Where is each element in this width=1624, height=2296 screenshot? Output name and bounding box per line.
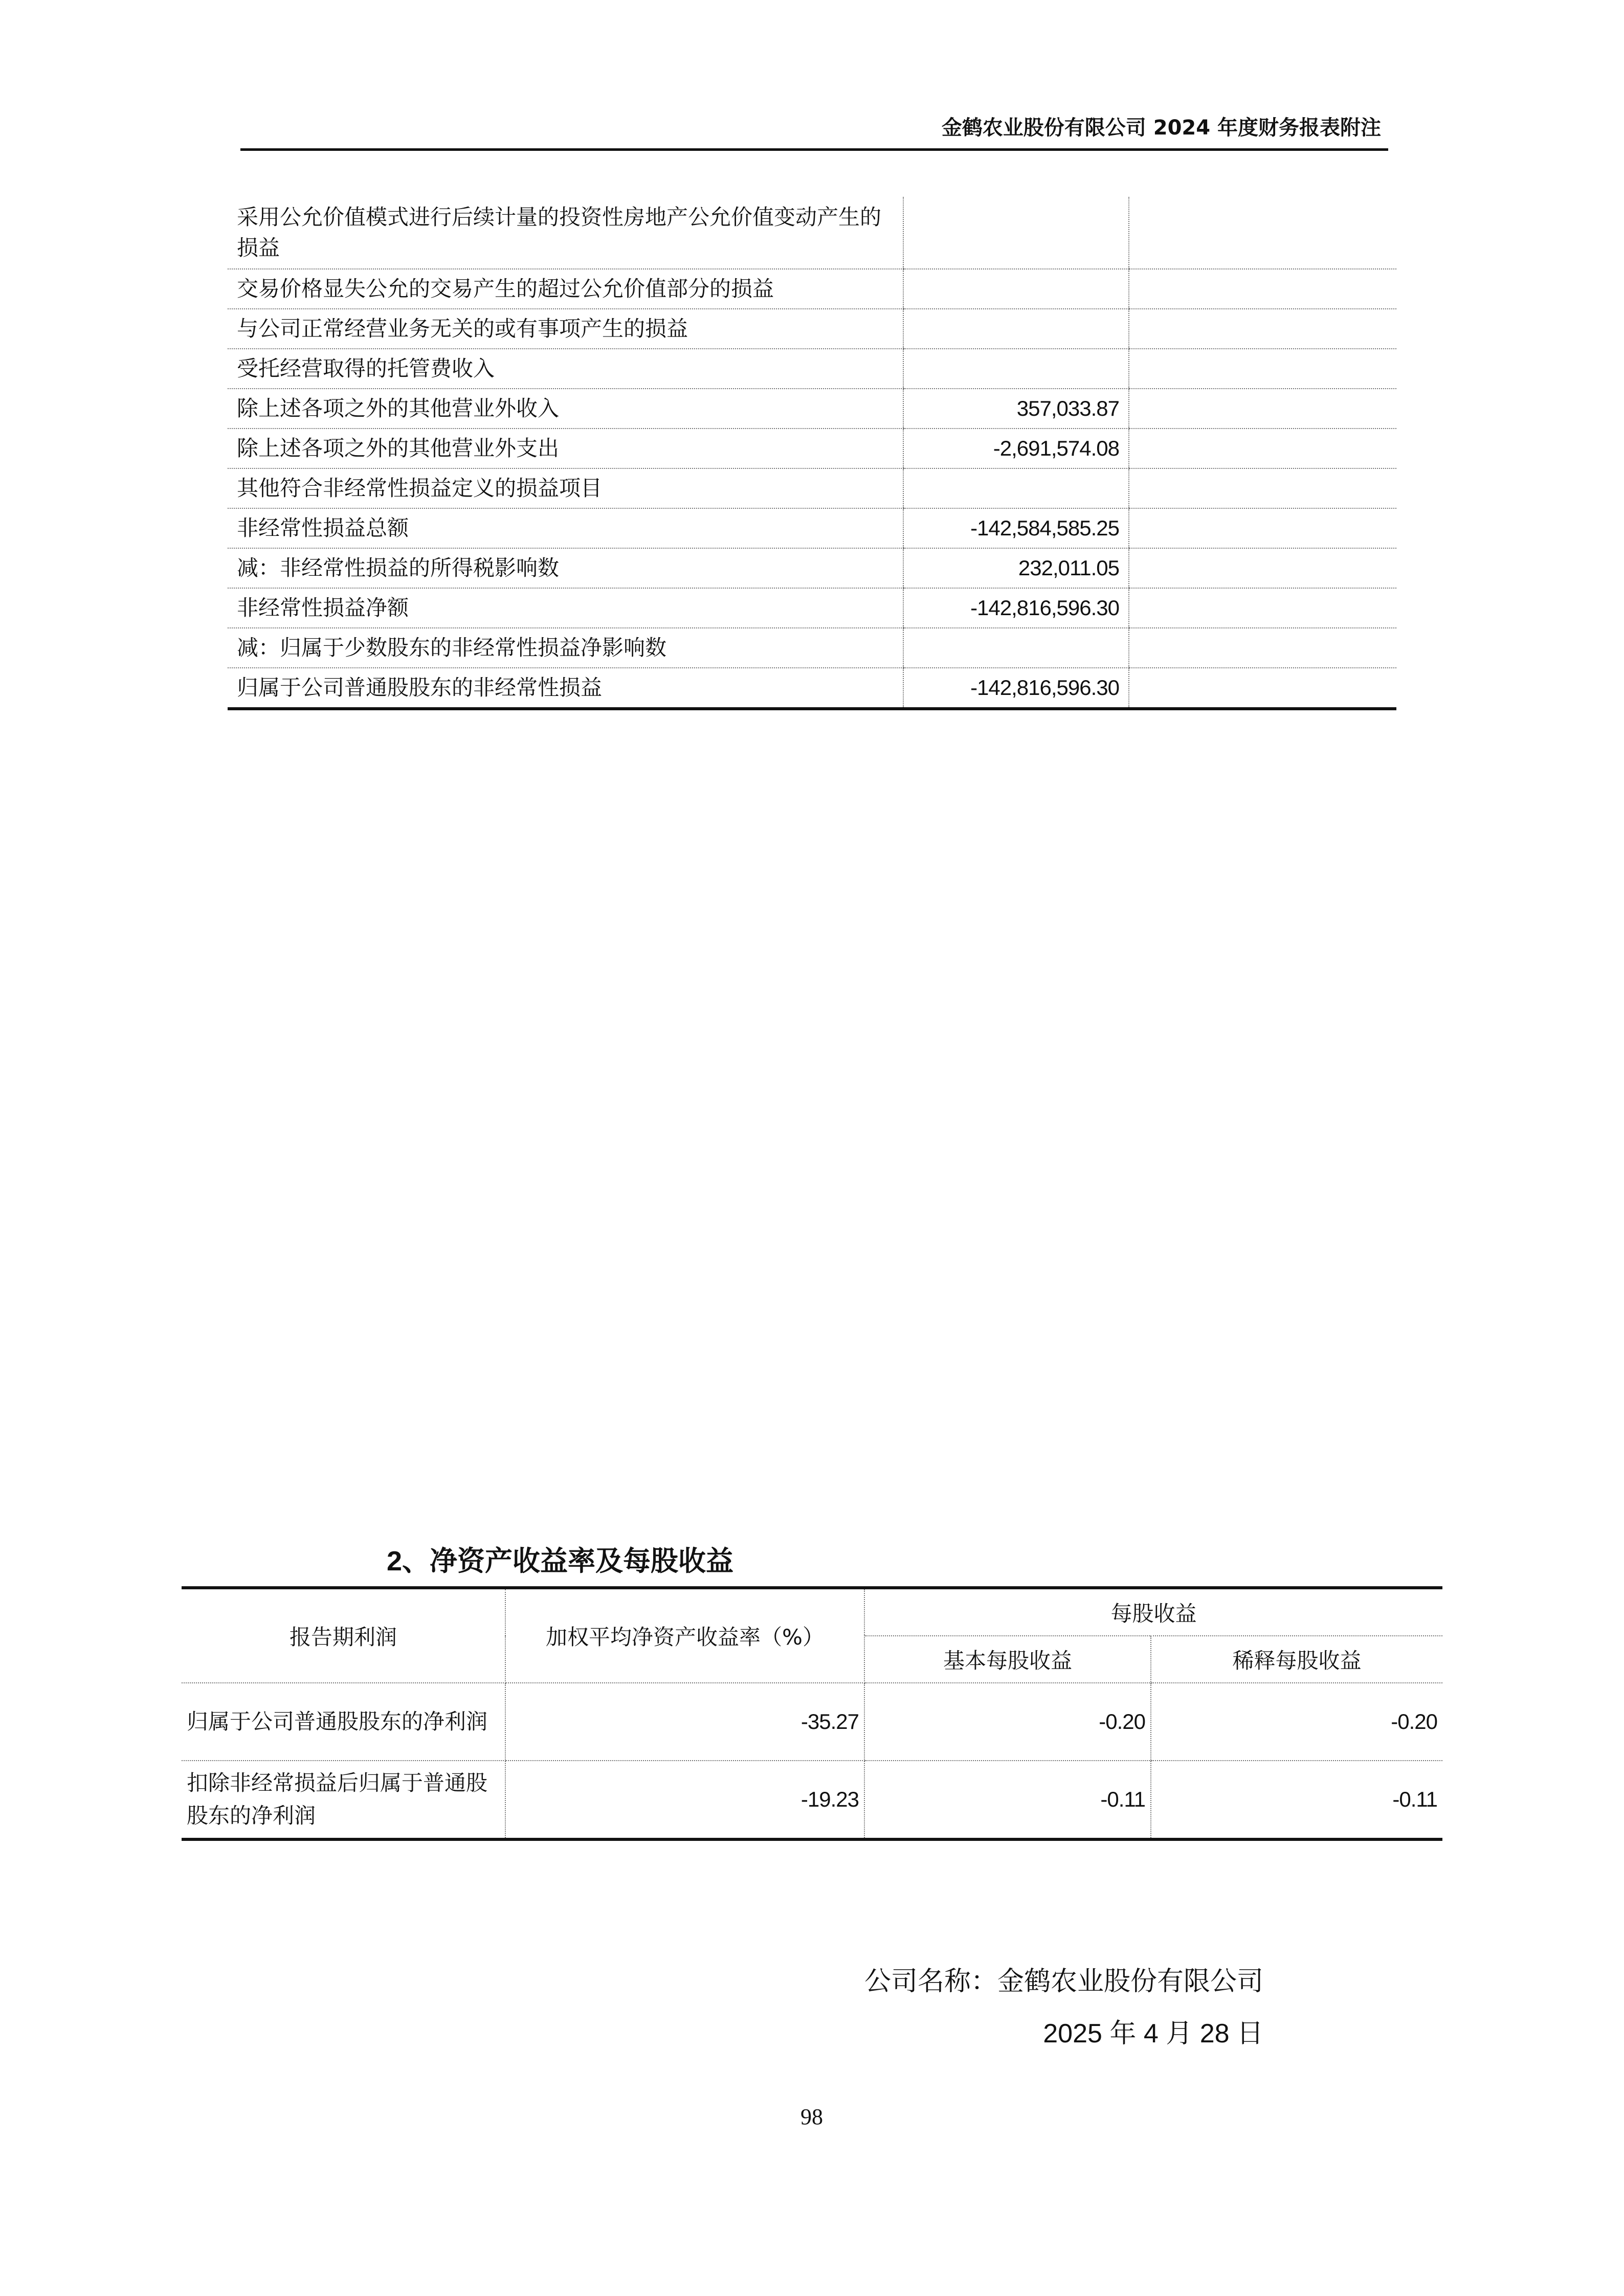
roe-value: -35.27 xyxy=(505,1683,864,1761)
roe-eps-table xyxy=(182,1586,1442,1841)
header-eps: 每股收益 xyxy=(864,1588,1442,1636)
item-cell: 减：归属于少数股东的非经常性损益净影响数 xyxy=(228,628,903,668)
header-period-profit: 报告期利润 xyxy=(182,1588,505,1683)
item-cell: 非经常性损益净额 xyxy=(228,588,903,628)
page-number: 98 xyxy=(800,2104,823,2129)
note-cell xyxy=(1129,548,1396,588)
amount-cell: 232,011.05 xyxy=(903,548,1129,588)
amount-cell xyxy=(903,349,1129,389)
note-cell xyxy=(1129,309,1396,349)
report-header-title: 金鹤农业股份有限公司 2024 年度财务报表附注 xyxy=(941,116,1381,140)
non-recurring-gains-table-body xyxy=(228,197,1396,709)
table-header-row xyxy=(182,1588,1442,1636)
basic-eps-value: -0.20 xyxy=(864,1683,1151,1761)
date-day: 28 xyxy=(1199,2019,1230,2049)
amount-cell xyxy=(903,468,1129,508)
amount-cell xyxy=(903,309,1129,349)
table-row xyxy=(228,508,1396,548)
date-month-unit: 月 xyxy=(1166,2018,1193,2049)
section-number: 2 xyxy=(387,1546,403,1577)
date-year-unit: 年 xyxy=(1109,2018,1137,2049)
item-cell: 除上述各项之外的其他营业外收入 xyxy=(228,389,903,429)
item-cell: 非经常性损益总额 xyxy=(228,508,903,548)
row-label: 扣除非经常损益后归属于普通股股东的净利润 xyxy=(182,1761,505,1839)
header-diluted-eps: 稀释每股收益 xyxy=(1151,1636,1442,1683)
company-name: 公司名称：金鹤农业股份有限公司 xyxy=(864,1966,1263,1997)
item-cell: 其他符合非经常性损益定义的损益项目 xyxy=(228,468,903,508)
item-cell: 归属于公司普通股股东的非经常性损益 xyxy=(228,668,903,709)
table-row xyxy=(182,1761,1442,1839)
note-cell xyxy=(1129,389,1396,429)
table-row xyxy=(228,197,1396,269)
header-basic-eps: 基本每股收益 xyxy=(864,1636,1151,1683)
table-row xyxy=(228,309,1396,349)
diluted-eps-value: -0.20 xyxy=(1151,1683,1442,1761)
item-cell: 交易价格显失公允的交易产生的超过公允价值部分的损益 xyxy=(228,269,903,309)
diluted-eps-value: -0.11 xyxy=(1151,1761,1442,1839)
amount-cell: -142,584,585.25 xyxy=(903,508,1129,548)
item-cell: 与公司正常经营业务无关的或有事项产生的损益 xyxy=(228,309,903,349)
item-cell: 除上述各项之外的其他营业外支出 xyxy=(228,429,903,468)
amount-cell xyxy=(903,628,1129,668)
amount-cell: -142,816,596.30 xyxy=(903,668,1129,709)
note-cell xyxy=(1129,197,1396,269)
note-cell xyxy=(1129,349,1396,389)
table-row xyxy=(228,269,1396,309)
table-row xyxy=(228,668,1396,709)
table-row xyxy=(228,389,1396,429)
table-row xyxy=(228,628,1396,668)
table-row xyxy=(228,429,1396,468)
non-recurring-gains-table xyxy=(228,197,1396,710)
note-cell xyxy=(1129,588,1396,628)
note-cell xyxy=(1129,269,1396,309)
row-label: 归属于公司普通股股东的净利润 xyxy=(182,1683,505,1761)
table-row xyxy=(228,468,1396,508)
header-divider xyxy=(240,148,1388,151)
amount-cell: -142,816,596.30 xyxy=(903,588,1129,628)
date-month: 4 xyxy=(1143,2019,1159,2049)
note-cell xyxy=(1129,628,1396,668)
roe-value: -19.23 xyxy=(505,1761,864,1839)
note-cell xyxy=(1129,508,1396,548)
note-cell xyxy=(1129,468,1396,508)
basic-eps-value: -0.11 xyxy=(864,1761,1151,1839)
amount-cell: 357,033.87 xyxy=(903,389,1129,429)
header-weighted-roe: 加权平均净资产收益率（%） xyxy=(505,1588,864,1683)
item-cell: 采用公允价值模式进行后续计量的投资性房地产公允价值变动产生的损益 xyxy=(228,197,903,269)
item-cell: 减：非经常性损益的所得税影响数 xyxy=(228,548,903,588)
date-day-unit: 日 xyxy=(1236,2018,1263,2049)
item-cell: 受托经营取得的托管费收入 xyxy=(228,349,903,389)
amount-cell xyxy=(903,197,1129,269)
section-title xyxy=(387,1543,733,1579)
amount-cell xyxy=(903,269,1129,309)
amount-cell: -2,691,574.08 xyxy=(903,429,1129,468)
table-row xyxy=(182,1683,1442,1761)
date-year: 2025 xyxy=(1043,2019,1102,2049)
section-title-text: 净资产收益率及每股收益 xyxy=(430,1545,734,1577)
section-separator: 、 xyxy=(402,1545,430,1577)
table-row xyxy=(228,588,1396,628)
table-row xyxy=(228,349,1396,389)
report-date xyxy=(921,2016,1263,2052)
note-cell xyxy=(1129,429,1396,468)
note-cell xyxy=(1129,668,1396,709)
table-row xyxy=(228,548,1396,588)
